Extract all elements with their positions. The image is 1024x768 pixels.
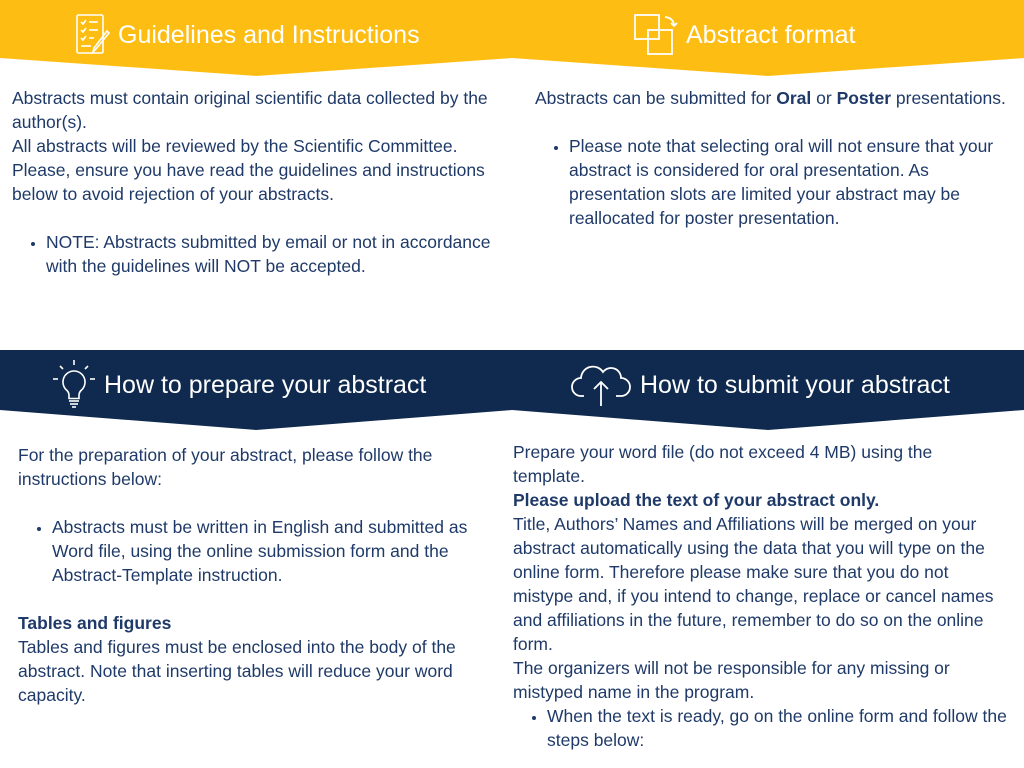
submit-title: How to submit your abstract	[640, 370, 950, 399]
prepare-bullet: • Abstracts must be written in English and submitted as Word file, using the online submission form and the Abstract-Template instruction.	[52, 515, 498, 587]
checklist-pencil-icon	[74, 13, 112, 57]
guidelines-intro-3: Please, ensure you have read the guidelines and instructions below to avoid rejection of your abstracts.	[12, 160, 485, 204]
submit-bullet: • When the text is ready, go on the online form and follow the steps below:	[547, 704, 1007, 752]
format-poster-label: Poster	[836, 88, 892, 108]
submit-paragraph-4: The organizers will not be responsible for any missing or mistyped name in the program.	[513, 658, 950, 702]
submit-upload-notice: Please upload the text of your abstract only.	[513, 490, 880, 510]
format-list	[535, 134, 1019, 230]
guidelines-intro-1: Abstracts must contain original scientific data collected by the author(s).	[12, 88, 488, 132]
format-intro-mid: or	[811, 88, 837, 108]
submit-paragraph-1: Prepare your word file (do not exceed 4 MB) using the template.	[513, 442, 933, 486]
tables-heading: Tables and figures	[18, 613, 172, 633]
prepare-banner	[0, 350, 512, 430]
guidelines-list	[12, 230, 512, 278]
format-oral-label: Oral	[776, 88, 812, 108]
submit-section	[513, 440, 1007, 752]
guidelines-section	[12, 86, 512, 278]
guidelines-title: Guidelines and Instructions	[118, 20, 420, 49]
tables-text: Tables and figures must be enclosed into the body of the abstract. Note that inserting tables will reduce your word capacity.	[18, 637, 456, 705]
format-intro-post: presentations.	[891, 88, 1006, 108]
prepare-intro: For the preparation of your abstract, please follow the instructions below:	[18, 445, 433, 489]
submit-paragraph-3: Title, Authors’ Names and Affiliations will be merged on your abstract automatically using the data that you will type on the online form. Therefore please make sure that you do not mistype and, if you intend to change, replace or cancel names and affiliations in the future, remember to do so on the online form.	[513, 514, 994, 654]
prepare-title: How to prepare your abstract	[104, 370, 427, 399]
format-intro	[535, 86, 1019, 110]
cloud-upload-icon	[570, 362, 634, 408]
submit-banner	[512, 350, 1024, 430]
prepare-list	[18, 515, 498, 587]
guidelines-note: • NOTE: Abstracts submitted by email or not in accordance with the guidelines will NOT be accepted.	[46, 230, 512, 278]
guidelines-banner	[0, 0, 512, 76]
prepare-section	[18, 443, 498, 707]
submit-list	[513, 704, 1007, 752]
lightbulb-icon	[50, 359, 98, 411]
guidelines-intro-2: All abstracts will be reviewed by the Scientific Committee.	[12, 136, 458, 156]
format-title: Abstract format	[686, 20, 856, 49]
format-bullet: • Please note that selecting oral will not ensure that your abstract is considered for oral presentation. As presentation slots are limited your abstract may be reallocated for poster presentation.	[569, 134, 1019, 230]
format-section	[535, 86, 1019, 230]
format-banner	[512, 0, 1024, 76]
copy-squares-icon	[632, 12, 680, 58]
format-intro-pre: Abstracts can be submitted for	[535, 88, 777, 108]
